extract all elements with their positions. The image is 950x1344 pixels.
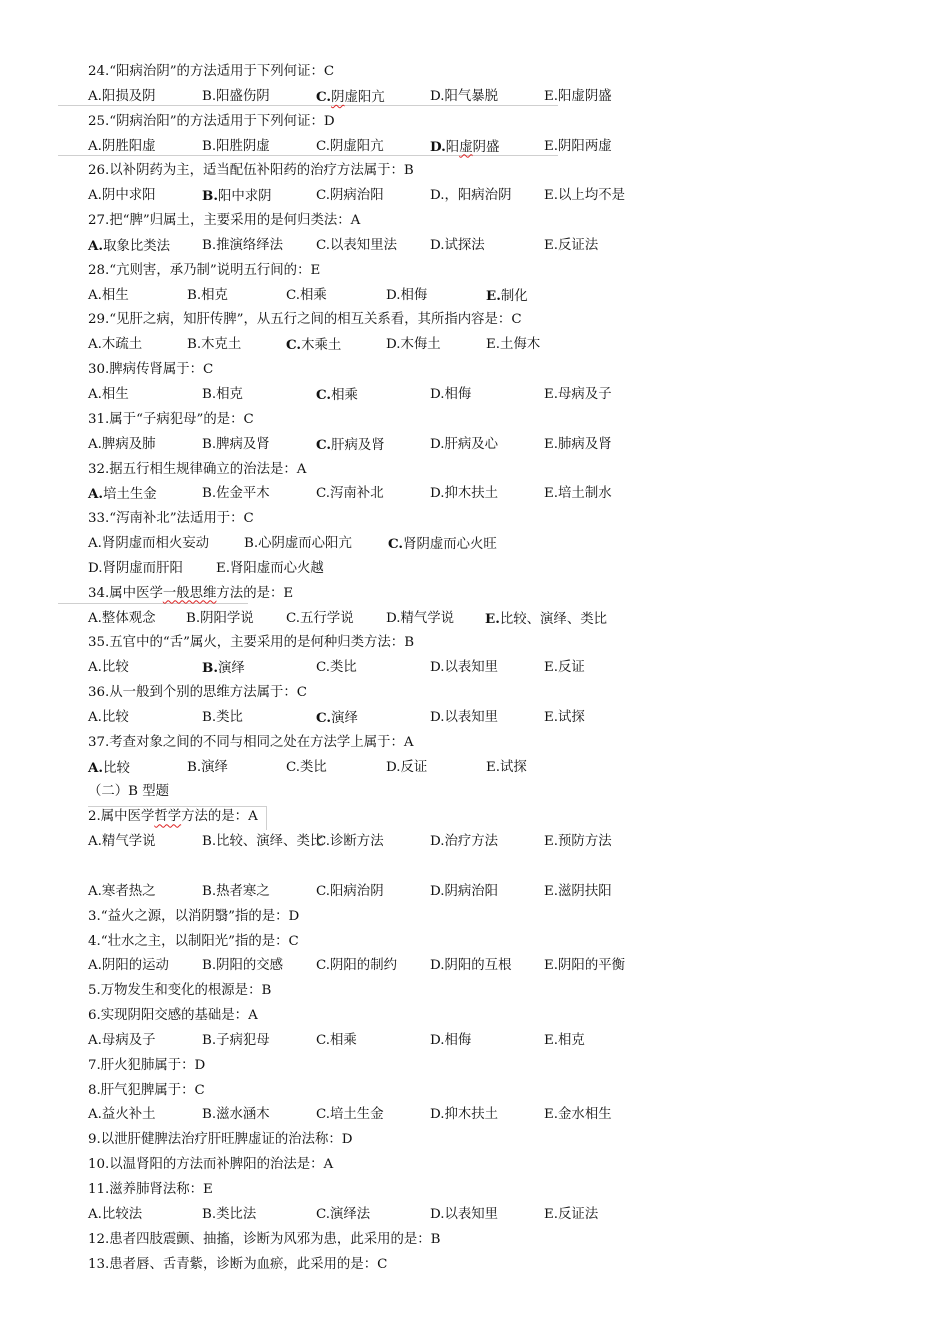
question-text: 24.“阳病治阴”的方法适用于下列何证：C xyxy=(88,64,335,79)
answer-option: C.类比 xyxy=(286,759,327,775)
options-row xyxy=(88,557,888,582)
answer-option: D.治疗方法 xyxy=(430,834,499,850)
answer-option: D.阳气暴脱 xyxy=(430,88,499,104)
question-text: 37.考查对象之间的不同与相同之处在方法学上属于：A xyxy=(88,734,414,750)
answer-option: B.阴阳学说 xyxy=(186,610,254,626)
answer-option: E.预防方法 xyxy=(544,834,612,850)
answer-option: A.阴胜阳虚 xyxy=(88,138,156,154)
answer-option: D.以表知里 xyxy=(430,709,499,725)
answer-option: A.阴中求阳 xyxy=(88,188,156,204)
answer-option: A.比较 xyxy=(88,709,129,725)
question-text: （二）B 型题 xyxy=(88,784,170,800)
options-row xyxy=(88,433,888,458)
answer-option: B.滋水涵木 xyxy=(202,1107,270,1123)
options-row xyxy=(88,532,888,557)
options-row xyxy=(88,1203,888,1228)
answer-option: E.比较、演绎、类比 xyxy=(485,610,607,627)
options-row xyxy=(88,284,888,309)
answer-option: D.阳虚阴盛 xyxy=(430,138,500,155)
answer-option: B.演绎 xyxy=(202,660,245,677)
answer-option: B.心阴虚而心阳亢 xyxy=(244,536,352,552)
question-text: 7.肝火犯肺属于：D xyxy=(88,1057,206,1073)
answer-option: D.肝病及心 xyxy=(430,436,499,452)
answer-option: C.五行学说 xyxy=(286,610,354,626)
answer-option: B.阳胜阴虚 xyxy=(202,138,270,154)
answer-option: B.推演络绎法 xyxy=(202,237,284,253)
answer-option: B.木克土 xyxy=(187,337,242,353)
answer-option: A.整体观念 xyxy=(88,610,156,626)
answer-option: D.反证 xyxy=(386,759,428,775)
question-text: 32.据五行相生规律确立的治法是：A xyxy=(88,461,307,477)
answer-option: A.比较 xyxy=(88,660,129,676)
answer-option: C.诊断方法 xyxy=(316,834,384,850)
answer-option: E.肾阳虚而心火越 xyxy=(216,560,324,576)
answer-option: A.相生 xyxy=(88,287,129,303)
answer-option: B.阴阳的交感 xyxy=(202,958,284,974)
answer-option: D.相侮 xyxy=(430,1032,472,1048)
answer-option: E.培土制水 xyxy=(544,486,612,502)
options-row xyxy=(88,706,888,731)
answer-option: B.热者寒之 xyxy=(202,883,270,899)
answer-option: D.肾阴虚而肝阳 xyxy=(88,560,183,576)
answer-option: C.演绎 xyxy=(316,709,358,726)
answer-option: E.反证法 xyxy=(544,1206,599,1222)
question-text: 33.“泻南补北”法适用于：C xyxy=(88,511,254,527)
options-row xyxy=(88,85,888,110)
question-text: 12.患者四肢震颤、抽搐，诊断为风邪为患，此采用的是：B xyxy=(88,1231,441,1247)
answer-option: C.木乘土 xyxy=(286,337,342,354)
answer-option: C.阳病治阴 xyxy=(316,883,384,899)
answer-option: A.相生 xyxy=(88,386,129,402)
answer-option: D.相侮 xyxy=(430,386,472,402)
answer-option: C.培土生金 xyxy=(316,1107,384,1123)
answer-option: D.木侮土 xyxy=(386,337,441,353)
question-text: 36.从一般到个别的思维方法属于：C xyxy=(88,685,308,701)
question-text: 8.肝气犯脾属于：C xyxy=(88,1082,205,1098)
answer-option: D.阴阳的互根 xyxy=(430,958,512,974)
answer-option: C.阴虚阳亢 xyxy=(316,88,385,105)
answer-option: B.阳中求阴 xyxy=(202,188,272,205)
answer-option: C.阴病治阳 xyxy=(316,188,384,204)
answer-option: E.试探 xyxy=(544,709,585,725)
answer-option: E.反证 xyxy=(544,660,585,676)
options-row xyxy=(88,333,888,358)
options-row xyxy=(88,1029,888,1054)
answer-option: E.肺病及肾 xyxy=(544,436,612,452)
answer-option: A.阴阳的运动 xyxy=(88,958,169,974)
answer-option: A.比较 xyxy=(88,759,130,776)
options-row xyxy=(88,383,888,408)
answer-option: C.肝病及肾 xyxy=(316,436,385,453)
answer-option: B.阳盛伤阴 xyxy=(202,88,270,104)
answer-option: E.制化 xyxy=(486,287,528,304)
question-text: 9.以泄肝健脾法治疗肝旺脾虚证的治法称：D xyxy=(88,1132,353,1148)
answer-option: A.母病及子 xyxy=(88,1032,156,1048)
answer-option: C.相乘 xyxy=(316,386,358,403)
options-row xyxy=(88,607,888,632)
answer-option: C.演绎法 xyxy=(316,1206,371,1222)
answer-option: D.阴病治阳 xyxy=(430,883,499,899)
question-text: 11.滋养肺肾法称：E xyxy=(88,1181,213,1197)
answer-option: A.肾阴虚而相火妄动 xyxy=(88,536,210,552)
question-text: 34.属中医学一般思维方法的是：E xyxy=(88,585,294,601)
answer-option: C.相乘 xyxy=(286,287,327,303)
options-row xyxy=(88,656,888,681)
options-row xyxy=(88,880,888,905)
answer-option: D.相侮 xyxy=(386,287,428,303)
question-text: 25.“阴病治阳”的方法适用于下列何证：D xyxy=(88,113,335,129)
question-text: 3.“益火之源，以消阴翳”指的是：D xyxy=(88,908,300,924)
answer-option: C.以表知里法 xyxy=(316,237,397,253)
answer-option: D.以表知里 xyxy=(430,1206,499,1222)
answer-option: A.比较法 xyxy=(88,1206,143,1222)
question-text: 30.脾病传肾属于：C xyxy=(88,362,214,378)
answer-option: B.相克 xyxy=(187,287,228,303)
document-body xyxy=(88,60,888,1277)
question-text: 27.把“脾”归属土，主要采用的是何归类法：A xyxy=(88,213,361,229)
answer-option: A.寒者热之 xyxy=(88,883,156,899)
options-row xyxy=(88,234,888,259)
options-row xyxy=(88,482,888,507)
options-row xyxy=(88,184,888,209)
answer-option: A.益火补土 xyxy=(88,1107,156,1123)
answer-option: A.取象比类法 xyxy=(88,237,171,254)
answer-option: C.相乘 xyxy=(316,1032,357,1048)
answer-option: B.比较、演绎、类比 xyxy=(202,834,324,850)
answer-option: D.以表知里 xyxy=(430,660,499,676)
answer-option: D.精气学说 xyxy=(386,610,455,626)
answer-option: A.脾病及肺 xyxy=(88,436,156,452)
answer-option: C.阴阳的制约 xyxy=(316,958,397,974)
answer-option: E.试探 xyxy=(486,759,527,775)
blank-line xyxy=(88,855,888,880)
answer-option: A.阳损及阴 xyxy=(88,88,156,104)
answer-option: E.金水相生 xyxy=(544,1107,612,1123)
answer-option: E.母病及子 xyxy=(544,386,612,402)
question-text: 31.属于“子病犯母”的是：C xyxy=(88,411,254,427)
answer-option: E.土侮木 xyxy=(486,337,541,353)
question-text: 13.患者唇、舌青紫，诊断为血瘀，此采用的是：C xyxy=(88,1256,388,1272)
answer-option: E.相克 xyxy=(544,1032,585,1048)
answer-option: B.类比 xyxy=(202,709,243,725)
answer-option: C.肾阴虚而心火旺 xyxy=(388,536,497,553)
question-text: 10.以温肾阳的方法而补脾阳的治法是：A xyxy=(88,1157,334,1173)
question-text: 2.属中医学哲学方法的是：A xyxy=(88,809,258,825)
answer-option: C.阴虚阳亢 xyxy=(316,138,384,154)
answer-option: B.子病犯母 xyxy=(202,1032,270,1048)
answer-option: B.类比法 xyxy=(202,1206,257,1222)
options-row xyxy=(88,1103,888,1128)
answer-option: E.阴阳两虚 xyxy=(544,138,612,154)
answer-option: D.试探法 xyxy=(430,237,485,253)
options-row xyxy=(88,954,888,979)
options-row xyxy=(88,135,888,160)
question-text: 6.实现阴阳交感的基础是：A xyxy=(88,1008,258,1024)
answer-option: E.反证法 xyxy=(544,237,599,253)
options-row xyxy=(88,830,888,855)
question-text: 29.“见肝之病，知肝传脾”，从五行之间的相互关系看，其所指内容是：C xyxy=(88,312,522,328)
answer-option: D.抑木扶土 xyxy=(430,1107,499,1123)
answer-option: B.演绎 xyxy=(187,759,228,775)
answer-option: E.以上均不是 xyxy=(544,188,625,204)
answer-option: E.阳虚阴盛 xyxy=(544,88,612,104)
options-row xyxy=(88,756,888,781)
answer-option: A.精气学说 xyxy=(88,834,156,850)
answer-option: D.抑木扶土 xyxy=(430,486,499,502)
question-text: 4.“壮水之主，以制阳光”指的是：C xyxy=(88,933,299,949)
answer-option: E.滋阴扶阳 xyxy=(544,883,612,899)
question-text: 5.万物发生和变化的根源是：B xyxy=(88,983,272,999)
answer-option: E.阴阳的平衡 xyxy=(544,958,625,974)
answer-option: B.佐金平木 xyxy=(202,486,270,502)
question-text: 35.五官中的“舌”属火，主要采用的是何种归类方法：B xyxy=(88,635,415,651)
answer-option: C.泻南补北 xyxy=(316,486,384,502)
answer-option: B.脾病及肾 xyxy=(202,436,270,452)
answer-option: A.木疏土 xyxy=(88,337,143,353)
answer-option: C.类比 xyxy=(316,660,357,676)
answer-option: B.相克 xyxy=(202,386,243,402)
answer-option: A.培土生金 xyxy=(88,486,157,503)
question-text: 28.“亢则害，承乃制”说明五行间的：E xyxy=(88,262,321,278)
question-text: 26.以补阴药为主，适当配伍补阳药的治疗方法属于：B xyxy=(88,163,414,179)
answer-option: D.，阳病治阴 xyxy=(430,188,512,204)
